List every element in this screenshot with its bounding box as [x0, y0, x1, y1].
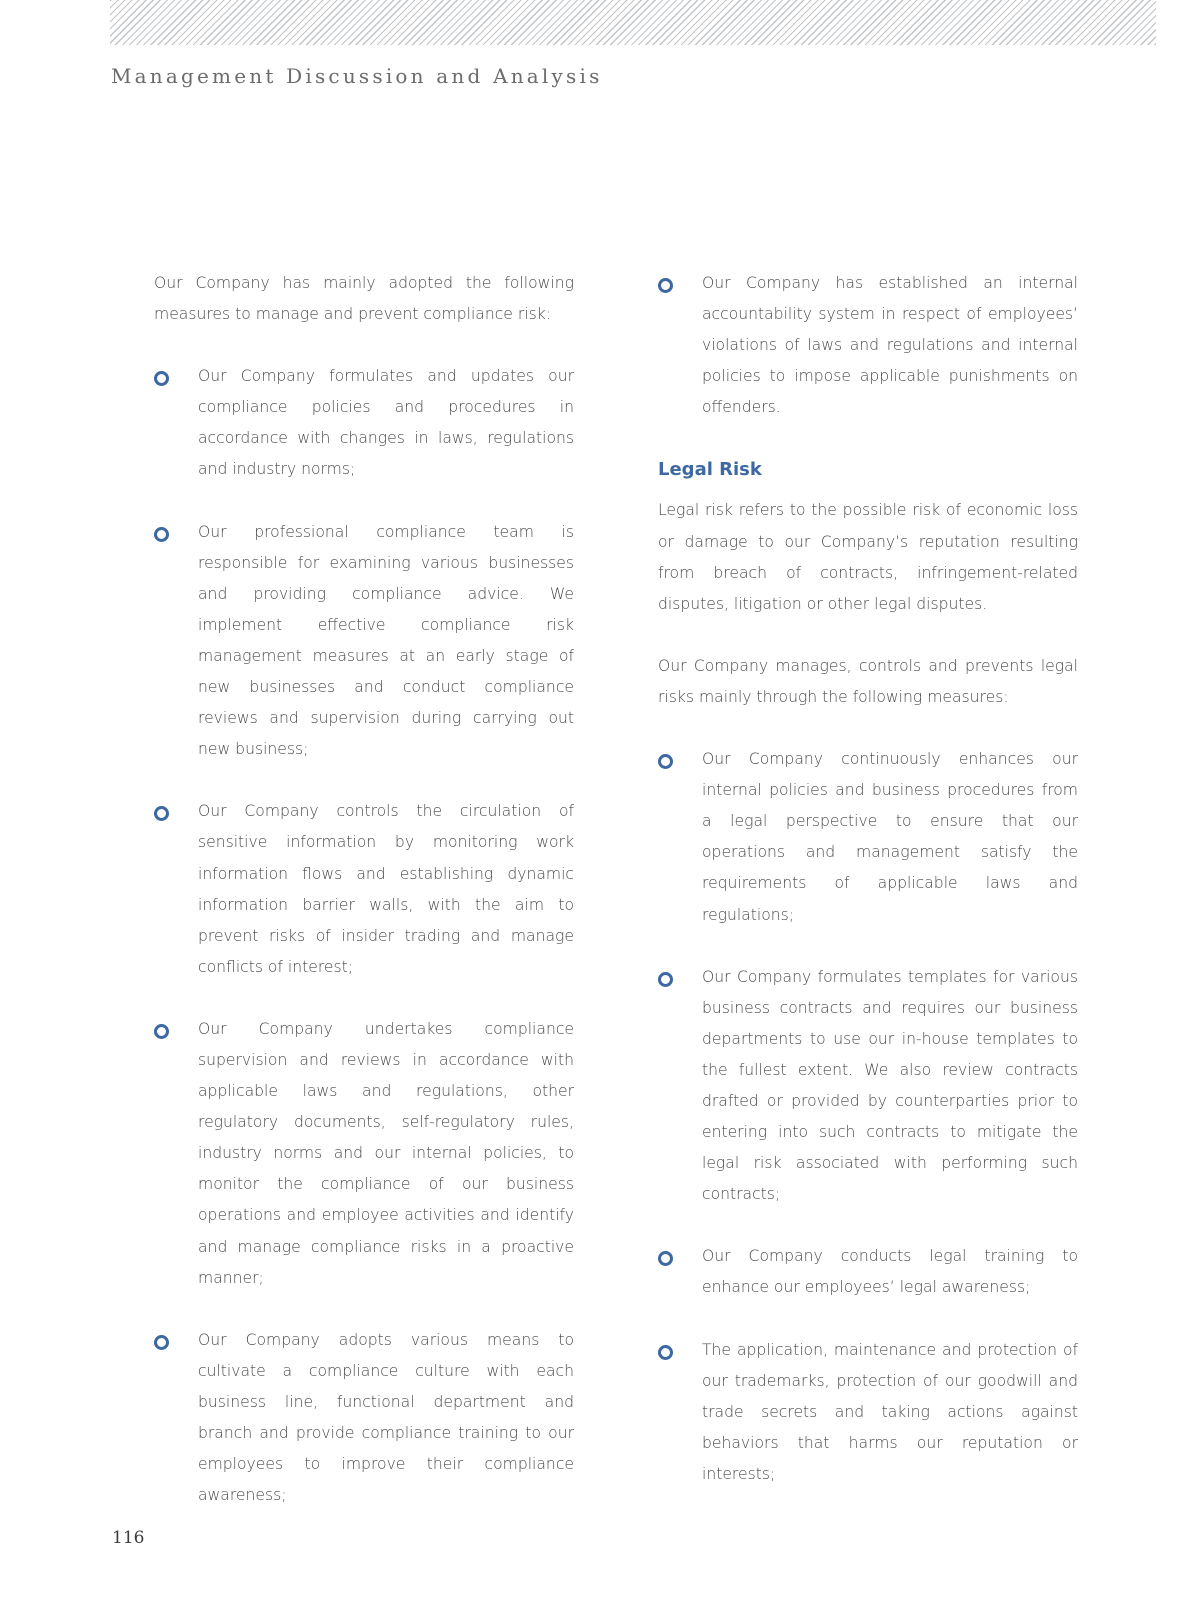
list-item-text: Our Company formulates templates for various business contracts and requires our business departments to use our in-house templates to the fullest extent. We also review contracts drafted or provided by counterparties prior to entering into such contracts to mitigate the legal risk associated with performing such contracts; — [702, 967, 1078, 1204]
list-item-text: Our Company adopts various means to cultivate a compliance culture with each business line, functional department and branch and provide compliance training to our employees to improve their compliance awareness; — [198, 1330, 574, 1505]
list-item — [154, 517, 574, 766]
ring-bullet-icon — [658, 1251, 673, 1266]
ring-bullet-icon — [154, 527, 169, 542]
list-item — [658, 268, 1078, 423]
ring-bullet-icon — [154, 1024, 169, 1039]
list-item — [658, 962, 1078, 1211]
left-column — [154, 268, 574, 1542]
list-item — [154, 796, 574, 983]
list-item-text: Our Company has established an internal accountability system in respect of employees’ violations of laws and regulations and internal policies to impose applicable punishments on offenders. — [702, 274, 1078, 417]
list-item-text: Our Company undertakes compliance supervision and reviews in accordance with applicable laws and regulations, other regulatory documents, self-regulatory rules, industry norms and our internal policies, to monitor the compliance of our business operations and employee activities and identify and manage compliance risks in a proactive manner; — [198, 1019, 574, 1287]
list-item — [658, 744, 1078, 931]
page-number: 116 — [112, 1528, 145, 1548]
legal-risk-heading: Legal Risk — [658, 459, 762, 481]
list-item-text: The application, maintenance and protection of our trademarks, protection of our goodwill and trade secrets and taking actions against behaviors that harms our reputation or interests; — [702, 1340, 1078, 1483]
list-item — [154, 361, 574, 485]
list-item — [154, 1325, 574, 1512]
list-item-text: Our professional compliance team is responsible for examining various businesses and providing compliance advice. We implement effective compliance risk management measures at an early stage of new businesses and conduct compliance reviews and supervision during carrying out new business; — [198, 522, 574, 759]
ring-bullet-icon — [658, 1345, 673, 1360]
ring-bullet-icon — [154, 806, 169, 821]
ring-bullet-icon — [154, 371, 169, 386]
list-item-text: Our Company continuously enhances our internal policies and business procedures from a legal perspective to ensure that our operations and management satisfy the requirements of applicable laws and regulations; — [702, 750, 1078, 924]
list-item — [658, 1335, 1078, 1490]
compliance-intro-paragraph: Our Company has mainly adopted the following measures to manage and prevent compliance risk: — [154, 274, 574, 324]
decorative-hatch-band — [110, 0, 1156, 45]
list-item-text: Our Company controls the circulation of sensitive information by monitoring work information flows and establishing dynamic information barrier walls, with the aim to prevent risks of insider trading and manage conflicts of interest; — [198, 802, 574, 976]
legal-risk-definition: Legal risk refers to the possible risk of economic loss or damage to our Company’s reputation resulting from breach of contracts, infringement-related disputes, litigation or other legal disputes. — [658, 501, 1078, 613]
ring-bullet-icon — [658, 972, 673, 987]
legal-risk-measures-intro: Our Company manages, controls and prevents legal risks mainly through the following measures: — [658, 656, 1078, 706]
ring-bullet-icon — [658, 754, 673, 769]
list-item — [658, 1241, 1078, 1303]
ring-bullet-icon — [658, 278, 673, 293]
list-item-text: Our Company conducts legal training to enhance our employees’ legal awareness; — [702, 1247, 1078, 1297]
ring-bullet-icon — [154, 1335, 169, 1350]
right-column — [658, 268, 1078, 1521]
list-item — [154, 1014, 574, 1294]
list-item-text: Our Company formulates and updates our compliance policies and procedures in accordance with changes in laws, regulations and industry norms; — [198, 367, 574, 479]
section-title: Management Discussion and Analysis — [111, 64, 603, 88]
